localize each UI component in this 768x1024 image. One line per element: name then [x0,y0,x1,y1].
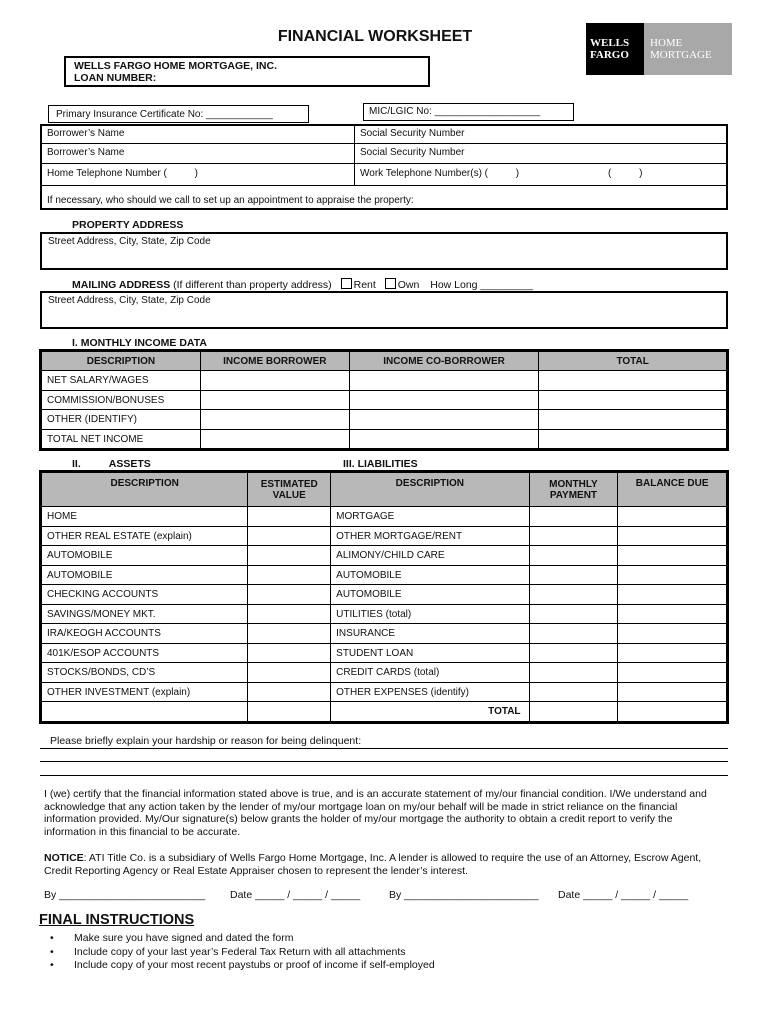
asset-label: CHECKING ACCOUNTS [42,585,248,605]
asset-value-cell[interactable] [248,683,331,702]
assets-liabilities-table: DESCRIPTION ESTIMATED VALUE DESCRIPTION MONTHLY PAYMENT BALANCE DUE HOME MORTGAGE OTHER REAL ESTATE (explain) OTHER MORTGAGE/RENT AUTOMOBILE ALIMONY/CHILD CARE AUTOMOBILE AUTOMOBILE CHECKING ACCOUNTS AUTOMOBILE SAVINGS/MONEY MKT. UTILITIES (total) IRA/KEOGH ACCOUNTS INSURANCE 401K/ESOP ACCOUNTS STUDENT LOAN STOCKS/BONDS, CD’S CREDIT CARDS (total) OTHER INVESTMENT (explain) OTHER EXPENSES (identify) TOTAL [41,472,727,722]
asset-label: STOCKS/BONDS, CD’S [42,663,248,683]
wells-fargo-logo: WELLS FARGO HOME MORTGAGE [586,23,732,75]
loan-number-field[interactable]: LOAN NUMBER: [74,72,157,84]
balance-due-cell[interactable] [618,683,727,702]
asset-label [42,702,248,722]
asset-value-cell[interactable] [248,624,331,644]
home-phone-field[interactable]: Home Telephone Number ( ) [47,168,198,179]
monthly-payment-cell[interactable] [529,624,618,644]
monthly-payment-cell[interactable] [529,566,618,585]
liability-label: AUTOMOBILE [331,566,529,585]
balance-due-cell[interactable] [618,527,727,546]
list-item: • Include copy of your last year’s Federal Tax Return with all attachments [40,946,435,960]
asset-label: OTHER INVESTMENT (explain) [42,683,248,702]
asset-value-cell[interactable] [248,566,331,585]
table-row [42,546,727,566]
asset-value-cell[interactable] [248,546,331,566]
asset-label: HOME [42,507,248,527]
hardship-line[interactable] [40,775,728,776]
how-long-field[interactable]: How Long _________ [430,279,533,291]
liability-label: OTHER EXPENSES (identify) [331,683,529,702]
assets-heading: II. ASSETS [72,458,151,470]
liability-label: OTHER MORTGAGE/RENT [331,527,529,546]
table-row [42,507,727,527]
liability-label: AUTOMOBILE [331,585,529,605]
co-borrower-signature-field[interactable]: By _______________________ [389,889,539,901]
hardship-prompt: Please briefly explain your hardship or reason for being delinquent: [50,735,362,747]
table-row [42,702,727,722]
borrower-signature-field[interactable]: By _________________________ [44,889,206,901]
income-row-label: COMMISSION/BONUSES [42,391,201,410]
balance-due-cell[interactable] [618,702,727,722]
asset-value-cell[interactable] [248,702,331,722]
asset-label: SAVINGS/MONEY MKT. [42,605,248,624]
monthly-payment-cell[interactable] [529,546,618,566]
balance-due-cell[interactable] [618,546,727,566]
table-row [42,585,727,605]
ssn-field[interactable]: Social Security Number [360,128,465,139]
table-row [42,624,727,644]
borrower-name-field[interactable]: Borrower’s Name [47,128,125,139]
hardship-line[interactable] [40,748,728,749]
work-phone-field[interactable]: Work Telephone Number(s) ( ) [360,168,520,179]
final-instructions-list [40,932,435,973]
table-row [42,566,727,585]
asset-label: AUTOMOBILE [42,546,248,566]
asset-label: IRA/KEOGH ACCOUNTS [42,624,248,644]
monthly-payment-cell[interactable] [529,527,618,546]
rent-checkbox[interactable] [341,278,352,289]
co-borrower-date-field[interactable]: Date _____ / _____ / _____ [558,889,689,901]
income-table: DESCRIPTION INCOME BORROWER INCOME CO-BORROWER TOTAL NET SALARY/WAGES COMMISSION/BONUSES OTHER (IDENTIFY) TOTAL NET INCOME [41,351,727,449]
asset-value-cell[interactable] [248,527,331,546]
balance-due-cell[interactable] [618,566,727,585]
table-row [42,605,727,624]
list-item: • Make sure you have signed and dated the form [40,932,435,946]
asset-label: 401K/ESOP ACCOUNTS [42,644,248,663]
monthly-payment-cell[interactable] [529,644,618,663]
income-row-label: OTHER (IDENTIFY) [42,410,201,430]
monthly-payment-cell[interactable] [529,605,618,624]
co-borrower-name-field[interactable]: Borrower’s Name [47,147,125,158]
page-title: FINANCIAL WORKSHEET [277,28,473,45]
appraise-contact-field[interactable]: If necessary, who should we call to set up an appointment to appraise the property: [47,195,414,206]
liability-label: ALIMONY/CHILD CARE [331,546,529,566]
hardship-line[interactable] [40,761,728,762]
asset-value-cell[interactable] [248,507,331,527]
co-ssn-field[interactable]: Social Security Number [360,147,465,158]
mailing-address-field[interactable]: Street Address, City, State, Zip Code [40,291,728,329]
asset-value-cell[interactable] [248,644,331,663]
income-heading: I. MONTHLY INCOME DATA [72,337,207,349]
liability-label: STUDENT LOAN [331,644,529,663]
own-checkbox[interactable] [385,278,396,289]
table-row [42,527,727,546]
asset-label: AUTOMOBILE [42,566,248,585]
company-name: WELLS FARGO HOME MORTGAGE, INC. [74,60,277,72]
work-phone-field-2[interactable]: ( ) [608,168,643,179]
certification-text: I (we) certify that the financial information stated above is true, and is an accurate statement of my/our financial condition. I/We understand and acknowledge that any action taken by the lender of my/our mortgage loan on my/our behalf will be made in strict reliance on the financial information provided. My/Our signature(s) below grants the holder of my/our mortgage the authority to obtain a credit report to verify the information in this financial to be accurate. [44,788,707,838]
liabilities-total-label: TOTAL [331,702,529,722]
balance-due-cell[interactable] [618,624,727,644]
borrower-date-field[interactable]: Date _____ / _____ / _____ [230,889,361,901]
primary-insurance-field[interactable]: Primary Insurance Certificate No: ____________ [48,105,309,123]
monthly-payment-cell[interactable] [529,585,618,605]
balance-due-cell[interactable] [618,507,727,527]
table-row [42,644,727,663]
income-row-label: TOTAL NET INCOME [42,430,201,449]
notice-text: NOTICE: ATI Title Co. is a subsidiary of Wells Fargo Home Mortgage, Inc. A lender is allowed to require the use of an Attorney, Escrow Agent, Credit Reporting Agency or Real Estate Appraiser chosen to represent the lender’s interest. [44,852,702,877]
income-row-label: NET SALARY/WAGES [42,371,201,391]
loan-info-box [64,56,430,87]
table-row [42,683,727,702]
balance-due-cell[interactable] [618,605,727,624]
liability-label: UTILITIES (total) [331,605,529,624]
mic-lgic-field[interactable]: MIC/LGIC No: ___________________ [363,103,574,121]
liabilities-heading: III. LIABILITIES [343,458,418,470]
mailing-address-line: MAILING ADDRESS (If different than property address) Rent Own How Long _________ [72,279,533,291]
property-address-heading: PROPERTY ADDRESS [72,219,184,231]
property-address-field[interactable]: Street Address, City, State, Zip Code [40,232,728,270]
monthly-payment-cell[interactable] [529,663,618,683]
liability-label: MORTGAGE [331,507,529,527]
table-row [42,663,727,683]
asset-value-cell[interactable] [248,605,331,624]
liability-label: CREDIT CARDS (total) [331,663,529,683]
monthly-payment-cell[interactable] [529,507,618,527]
balance-due-cell[interactable] [618,663,727,683]
monthly-payment-cell[interactable] [529,702,618,722]
asset-label: OTHER REAL ESTATE (explain) [42,527,248,546]
balance-due-cell[interactable] [618,644,727,663]
asset-value-cell[interactable] [248,663,331,683]
liability-label: INSURANCE [331,624,529,644]
asset-value-cell[interactable] [248,585,331,605]
balance-due-cell[interactable] [618,585,727,605]
list-item: • Include copy of your most recent paystubs or proof of income if self-employed [40,959,435,973]
final-instructions-heading: FINAL INSTRUCTIONS [39,912,195,928]
monthly-payment-cell[interactable] [529,683,618,702]
